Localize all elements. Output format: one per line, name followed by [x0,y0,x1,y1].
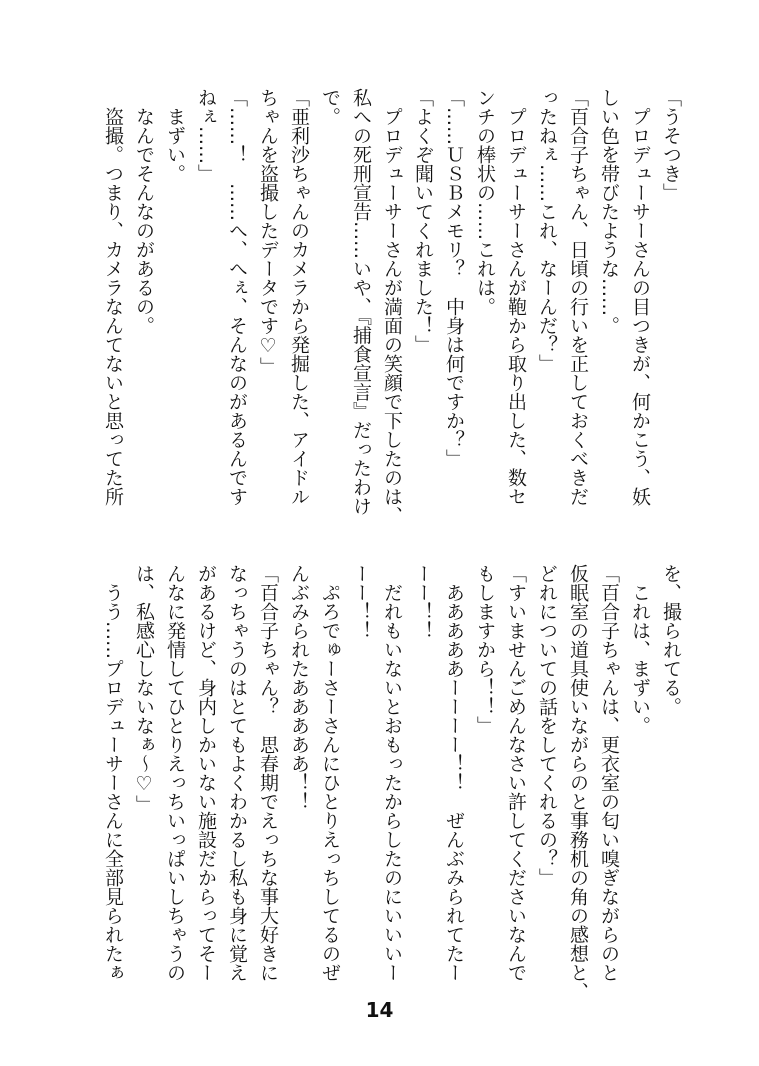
text-line: なんでそんなのがあるの。 [133,88,155,335]
text-line: んぶみられたあああああ！！ [288,564,310,811]
text-line: 「……ＵＳＢメモリ？ 中身は何ですか？」 [443,88,465,468]
text-line: プロデューサーさんが満面の笑顔で下したのは、 [381,88,403,525]
text-line: あああああーーーー！！ ぜんぶみられてたー [443,564,465,982]
text-line: 「……！ ……へ、へぇ、そんなのがあるんです [226,88,248,506]
text-line: 私への死刑宣告……いや、『捕食宣言』だったわけ [350,88,372,516]
text-line: んなに発情してひとりえっちいっぱいしちゃうの [164,564,186,982]
text-line: しい色を帯びたような……。 [598,88,620,335]
text-line: これは、まずい。 [629,564,651,735]
text-line: 「亜利沙ちゃんのカメラから発掘した、アイドル [288,88,310,506]
text-line: どれについての話をしてくれるの？」 [536,564,558,887]
text-line: ーー！！ [412,564,434,640]
text-line: 「うそつき」 [660,88,682,202]
text-line: 「よくぞ聞いてくれました！」 [412,88,434,354]
text-line: だれもいないとおもったからしたのにいいいー [381,564,403,982]
text-line: 「すいませんごめんなさい許してくださいなんで [505,564,527,982]
text-line: プロデューサーさんが鞄から取り出した、数セ [505,88,527,506]
text-line: ねぇ……」 [195,88,217,183]
text-line: 「百合子ちゃん？ 思春期でえっちな事大好きに [257,564,279,982]
text-line: ったねぇ……これ、なーんだ？」 [536,88,558,373]
text-line: まずい。 [164,88,186,183]
text-line: もしますから！！」 [474,564,496,735]
text-line: で。 [319,88,341,126]
text-line: を、撮られてる。 [660,564,682,716]
text-line: があるけど、身内しかいない施設だからってそー [195,564,217,982]
top-text-block [97,88,686,528]
bottom-text-block [97,564,686,1001]
text-line: なっちゃうのはとてもよくわかるし私も身に覚え [226,564,248,982]
text-line: プロデューサーさんの目つきが、何かこう、妖 [629,88,651,506]
text-line: うう……プロデューサーさんに全部見られたぁ [102,564,124,982]
text-line: ンチの棒状の……これは。 [474,88,496,316]
text-line: ちゃんを盗撮したデータです♡」 [257,88,279,376]
text-line: 「百合子ちゃんは、更衣室の匂い嗅ぎながらのと [598,564,620,982]
text-line: 盗撮。つまり、カメラなんてないと思ってた所 [102,88,124,506]
text-line: 「百合子ちゃん、日頃の行いを正しておくべきだ [567,88,589,506]
text-line: 仮眠室の道具使いながらのと事務机の角の感想と、 [567,564,589,1001]
text-line: ーー！！ [350,564,372,640]
page-number: 14 [365,998,394,1022]
text-line: ぷろでゅーさーさんにひとりえっちしてるのぜ [319,564,341,982]
text-line: は、私感心しないなぁ〜♡」 [133,564,155,814]
